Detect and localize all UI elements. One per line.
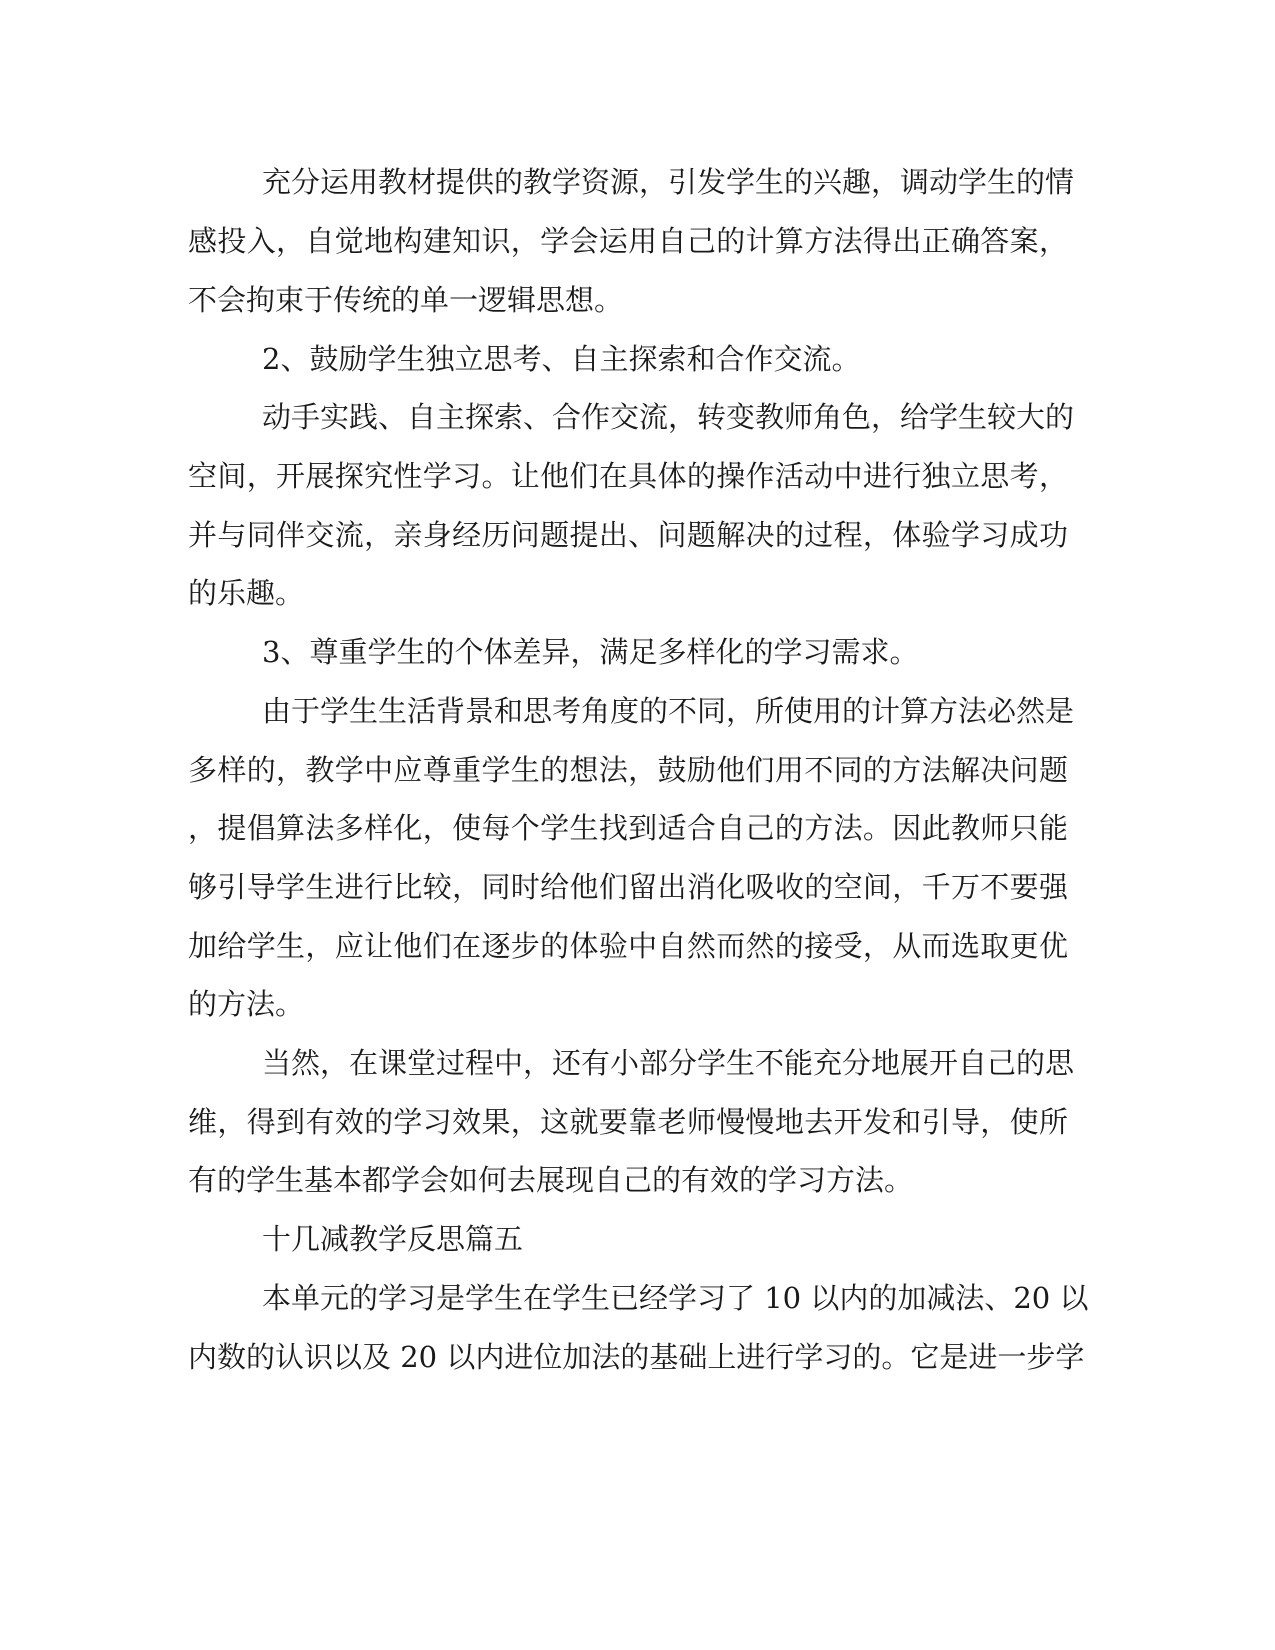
paragraph-line: 由于学生生活背景和思考角度的不同，所使用的计算方法必然是 <box>262 694 1075 728</box>
paragraph-line: 够引导学生进行比较，同时给他们留出消化吸收的空间，千万不要强 <box>188 870 1068 904</box>
section-heading: 3、尊重学生的个体差异，满足多样化的学习需求。 <box>262 635 919 669</box>
paragraph-line: 内数的认识以及 20 以内进位加法的基础上进行学习的。它是进一步学 <box>188 1340 1085 1374</box>
paragraph-line: 空间，开展探究性学习。让他们在具体的操作活动中进行独立思考， <box>188 459 1068 493</box>
paragraph-line: 充分运用教材提供的教学资源，引发学生的兴趣，调动学生的情 <box>262 165 1075 199</box>
paragraph-line: 动手实践、自主探索、合作交流，转变教师角色，给学生较大的 <box>262 400 1075 434</box>
paragraph-line: 本单元的学习是学生在学生已经学习了 10 以内的加减法、20 以 <box>262 1281 1089 1315</box>
paragraph-line: 的方法。 <box>188 987 305 1021</box>
paragraph-line: 感投入，自觉地构建知识，学会运用自己的计算方法得出正确答案， <box>188 224 1068 258</box>
section-heading: 2、鼓励学生独立思考、自主探索和合作交流。 <box>262 342 861 376</box>
paragraph-line: 不会拘束于传统的单一逻辑思想。 <box>188 283 624 317</box>
paragraph-line: 有的学生基本都学会如何去展现自己的有效的学习方法。 <box>188 1163 914 1197</box>
paragraph-line: 的乐趣。 <box>188 576 305 610</box>
paragraph-line: 并与同伴交流，亲身经历问题提出、问题解决的过程，体验学习成功 <box>188 518 1068 552</box>
paragraph-line: ，提倡算法多样化，使每个学生找到适合自己的方法。因此教师只能 <box>188 811 1068 845</box>
paragraph-line: 当然，在课堂过程中，还有小部分学生不能充分地展开自己的思 <box>262 1046 1075 1080</box>
paragraph-line: 多样的，教学中应尊重学生的想法，鼓励他们用不同的方法解决问题 <box>188 753 1068 787</box>
paragraph-line: 加给学生，应让他们在逐步的体验中自然而然的接受，从而选取更优 <box>188 929 1068 963</box>
paragraph-line: 维，得到有效的学习效果，这就要靠老师慢慢地去开发和引导，使所 <box>188 1105 1068 1139</box>
section-title: 十几减教学反思篇五 <box>262 1222 524 1256</box>
